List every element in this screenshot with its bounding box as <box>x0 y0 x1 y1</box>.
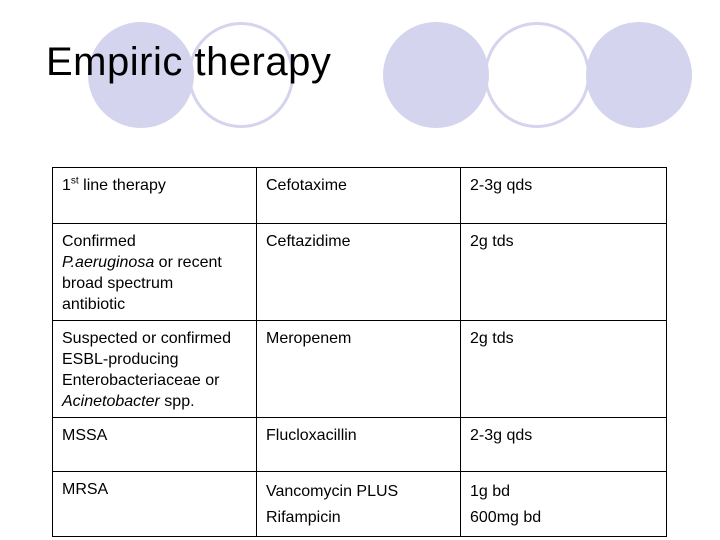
decorative-circle <box>586 22 692 128</box>
dose-cell <box>461 472 667 537</box>
drug-cell: Cefotaxime <box>257 168 461 224</box>
drug-cell: Flucloxacillin <box>257 418 461 472</box>
dose-cell: 2-3g qds <box>461 168 667 224</box>
indication-organism: P.aeruginosa <box>62 254 155 271</box>
indication-cell <box>53 321 257 418</box>
indication-cell <box>53 168 257 224</box>
drug-cell: Meropenem <box>257 321 461 418</box>
table-row <box>53 168 667 224</box>
dose-cell: 2g tds <box>461 321 667 418</box>
indication-cell: MRSA <box>53 472 257 537</box>
indication-cell: MSSA <box>53 418 257 472</box>
table-row <box>53 321 667 418</box>
empiric-therapy-table <box>52 167 667 537</box>
indication-number: 1 <box>62 177 71 194</box>
indication-line: antibiotic <box>62 296 126 313</box>
indication-line: or recent <box>154 254 222 271</box>
dose-line: 1g bd <box>470 483 511 500</box>
drug-line: Rifampicin <box>266 509 341 526</box>
indication-line: Suspected or confirmed <box>62 330 231 347</box>
drug-line: Vancomycin PLUS <box>266 483 399 500</box>
indication-line: broad spectrum <box>62 275 174 292</box>
dose-cell: 2g tds <box>461 224 667 321</box>
indication-ordinal-suffix: st <box>70 175 79 187</box>
table-row <box>53 224 667 321</box>
slide-title: Empiric therapy <box>46 40 332 84</box>
decorative-circle <box>383 22 489 128</box>
indication-cell <box>53 224 257 321</box>
indication-line: ESBL-producing <box>62 351 179 368</box>
indication-line: Confirmed <box>62 233 136 250</box>
dose-line: 600mg bd <box>470 509 542 526</box>
indication-line: Enterobacteriaceae or <box>62 372 220 389</box>
drug-cell: Ceftazidime <box>257 224 461 321</box>
drug-cell <box>257 472 461 537</box>
indication-text: line therapy <box>78 177 166 194</box>
indication-organism: Acinetobacter <box>62 393 160 410</box>
table-row <box>53 418 667 472</box>
table-row <box>53 472 667 537</box>
indication-line: spp. <box>159 393 195 410</box>
dose-cell: 2-3g qds <box>461 418 667 472</box>
decorative-ring <box>484 22 590 128</box>
